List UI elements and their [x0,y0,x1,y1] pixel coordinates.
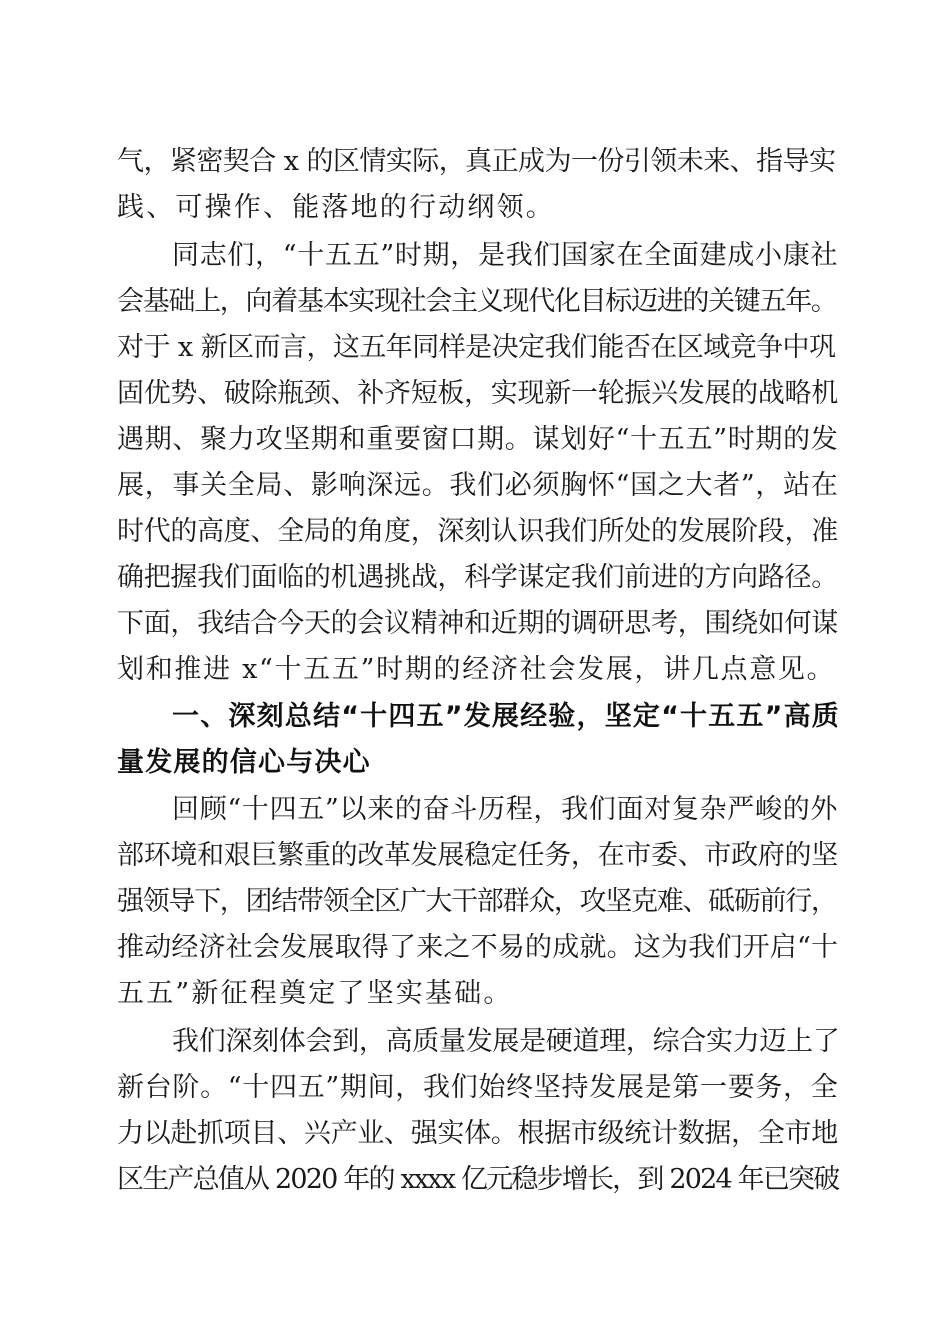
body-line: 践、可操作、能落地的行动纲领。 [117,192,555,223]
body-line: 展，事关全局、影响深远。我们必须胸怀“国之大者”，站在 [117,470,839,501]
body-line: 固优势、破除瓶颈、补齐短板，实现新一轮振兴发展的战略机 [117,378,838,409]
paragraph-first-line: 同志们，“十五五”时期，是我们国家在全面建成小康社 [172,240,839,271]
body-line: 气，紧密契合 x 的区情实际，真正成为一份引领未来、指导实 [117,146,836,177]
body-line: 力以赴抓项目、兴产业、强实体。根据市级统计数据，全市地 [117,1118,838,1149]
body-line: 五五”新征程奠定了坚实基础。 [117,978,513,1009]
body-line: 区生产总值从 2020 年的 xxxx 亿元稳步增长，到 2024 年已突破 [117,1164,839,1195]
body-line: 部环境和艰巨繁重的改革发展稳定任务，在市委、市政府的坚 [117,840,838,871]
section-heading-continued: 量发展的信心与决心 [117,747,371,778]
body-line: 划和推进 x“十五五”时期的经济社会发展，讲几点意见。 [117,654,836,685]
body-line: 遇期、聚力攻坚期和重要窗口期。谋划好“十五五”时期的发 [117,424,839,455]
paragraph-first-line: 我们深刻体会到，高质量发展是硬道理，综合实力迈上了 [172,1026,840,1057]
body-line: 新台阶。“十四五”期间，我们始终坚持发展是第一要务，全 [117,1072,839,1103]
body-line: 强领导下，团结带领全区广大干部群众，攻坚克难、砥砺前行， [117,886,837,917]
body-line: 推动经济社会发展取得了来之不易的成就。这为我们开启“十 [117,932,839,963]
paragraph-first-line: 回顾“十四五”以来的奋斗历程，我们面对复杂严峻的外 [172,794,839,825]
section-heading: 一、深刻总结“十四五”发展经验，坚定“十五五”高质 [172,701,840,732]
body-line: 会基础上，向着基本实现社会主义现代化目标迈进的关键五年。 [117,286,837,317]
body-line: 对于 x 新区而言，这五年同样是决定我们能否在区域竞争中巩 [117,332,836,363]
body-line: 时代的高度、全局的角度，深刻认识我们所处的发展阶段，准 [117,516,838,547]
body-line: 确把握我们面临的机遇挑战，科学谋定我们前进的方向路径。 [117,562,838,593]
body-line: 下面，我结合今天的会议精神和近期的调研思考，围绕如何谋 [117,608,838,639]
